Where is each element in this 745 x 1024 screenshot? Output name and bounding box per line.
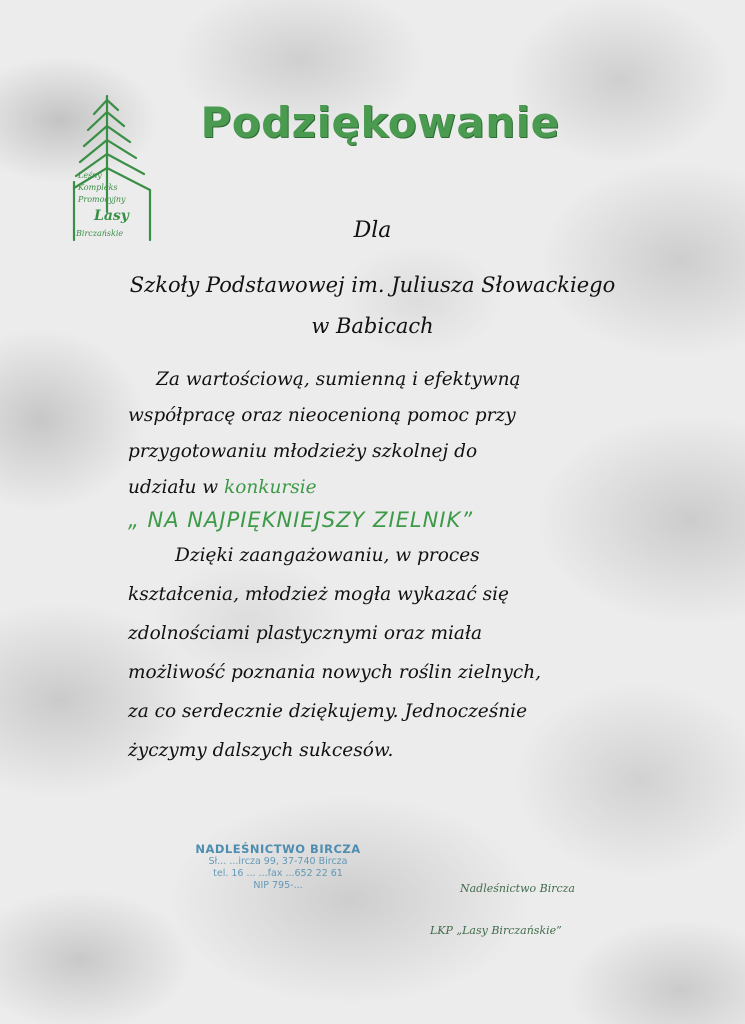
body-line-9: za co serdecznie dziękujemy. Jednocześnie <box>128 701 528 722</box>
body-line-1: Za wartościową, sumienną i efektywną <box>156 369 521 390</box>
body-line-6: kształcenia, młodzież mogła wykazać się <box>128 584 509 605</box>
logo-line4: Lasy <box>94 208 129 224</box>
logo-line3: Promocyjny <box>78 195 126 204</box>
body-line-4-prefix: udziału w <box>128 477 219 498</box>
stamp-nip: NIP 795-... <box>253 880 303 891</box>
contest-name: „ NA NAJPIĘKNIEJSZY ZIELNIK” <box>128 508 474 532</box>
body-line-10: życzymy dalszych sukcesów. <box>128 740 394 761</box>
body-line-2: współpracę oraz nieocenioną pomoc przy <box>128 405 516 426</box>
school-name-line1: Szkoły Podstawowej im. Juliusza Słowackiego <box>129 273 616 297</box>
body-line-3: przygotowaniu młodzieży szkolnej do <box>128 441 478 462</box>
logo-line5: Birczańskie <box>76 229 124 238</box>
signature-line-1: Nadleśnictwo Bircza <box>460 882 575 895</box>
stamp-name: NADLEŚNICTWO BIRCZA <box>195 842 361 856</box>
addressee-for: Dla <box>353 218 392 243</box>
school-name-line2: w Babicach <box>311 314 434 338</box>
logo-line1: Leśny <box>78 171 102 180</box>
body-line-7: zdolnościami plastycznymi oraz miała <box>128 623 482 644</box>
body-line-5: Dzięki zaangażowaniu, w proces <box>175 545 480 566</box>
body-line-4 <box>128 477 317 498</box>
signature-line-2: LKP „Lasy Birczańskie” <box>430 924 562 937</box>
body-line-8: możliwość poznania nowych roślin zielnych, <box>128 662 542 683</box>
page-title: Podziękowanie <box>200 98 560 147</box>
stamp-phone: tel. 16 ... ...fax ...652 22 61 <box>213 868 343 879</box>
logo-line2: Kompleks <box>78 183 118 192</box>
office-stamp <box>188 842 368 892</box>
stamp-address: Sł... ...ircza 99, 37-740 Bircza <box>208 856 348 867</box>
body-line-4-highlight: konkursie <box>223 477 317 498</box>
